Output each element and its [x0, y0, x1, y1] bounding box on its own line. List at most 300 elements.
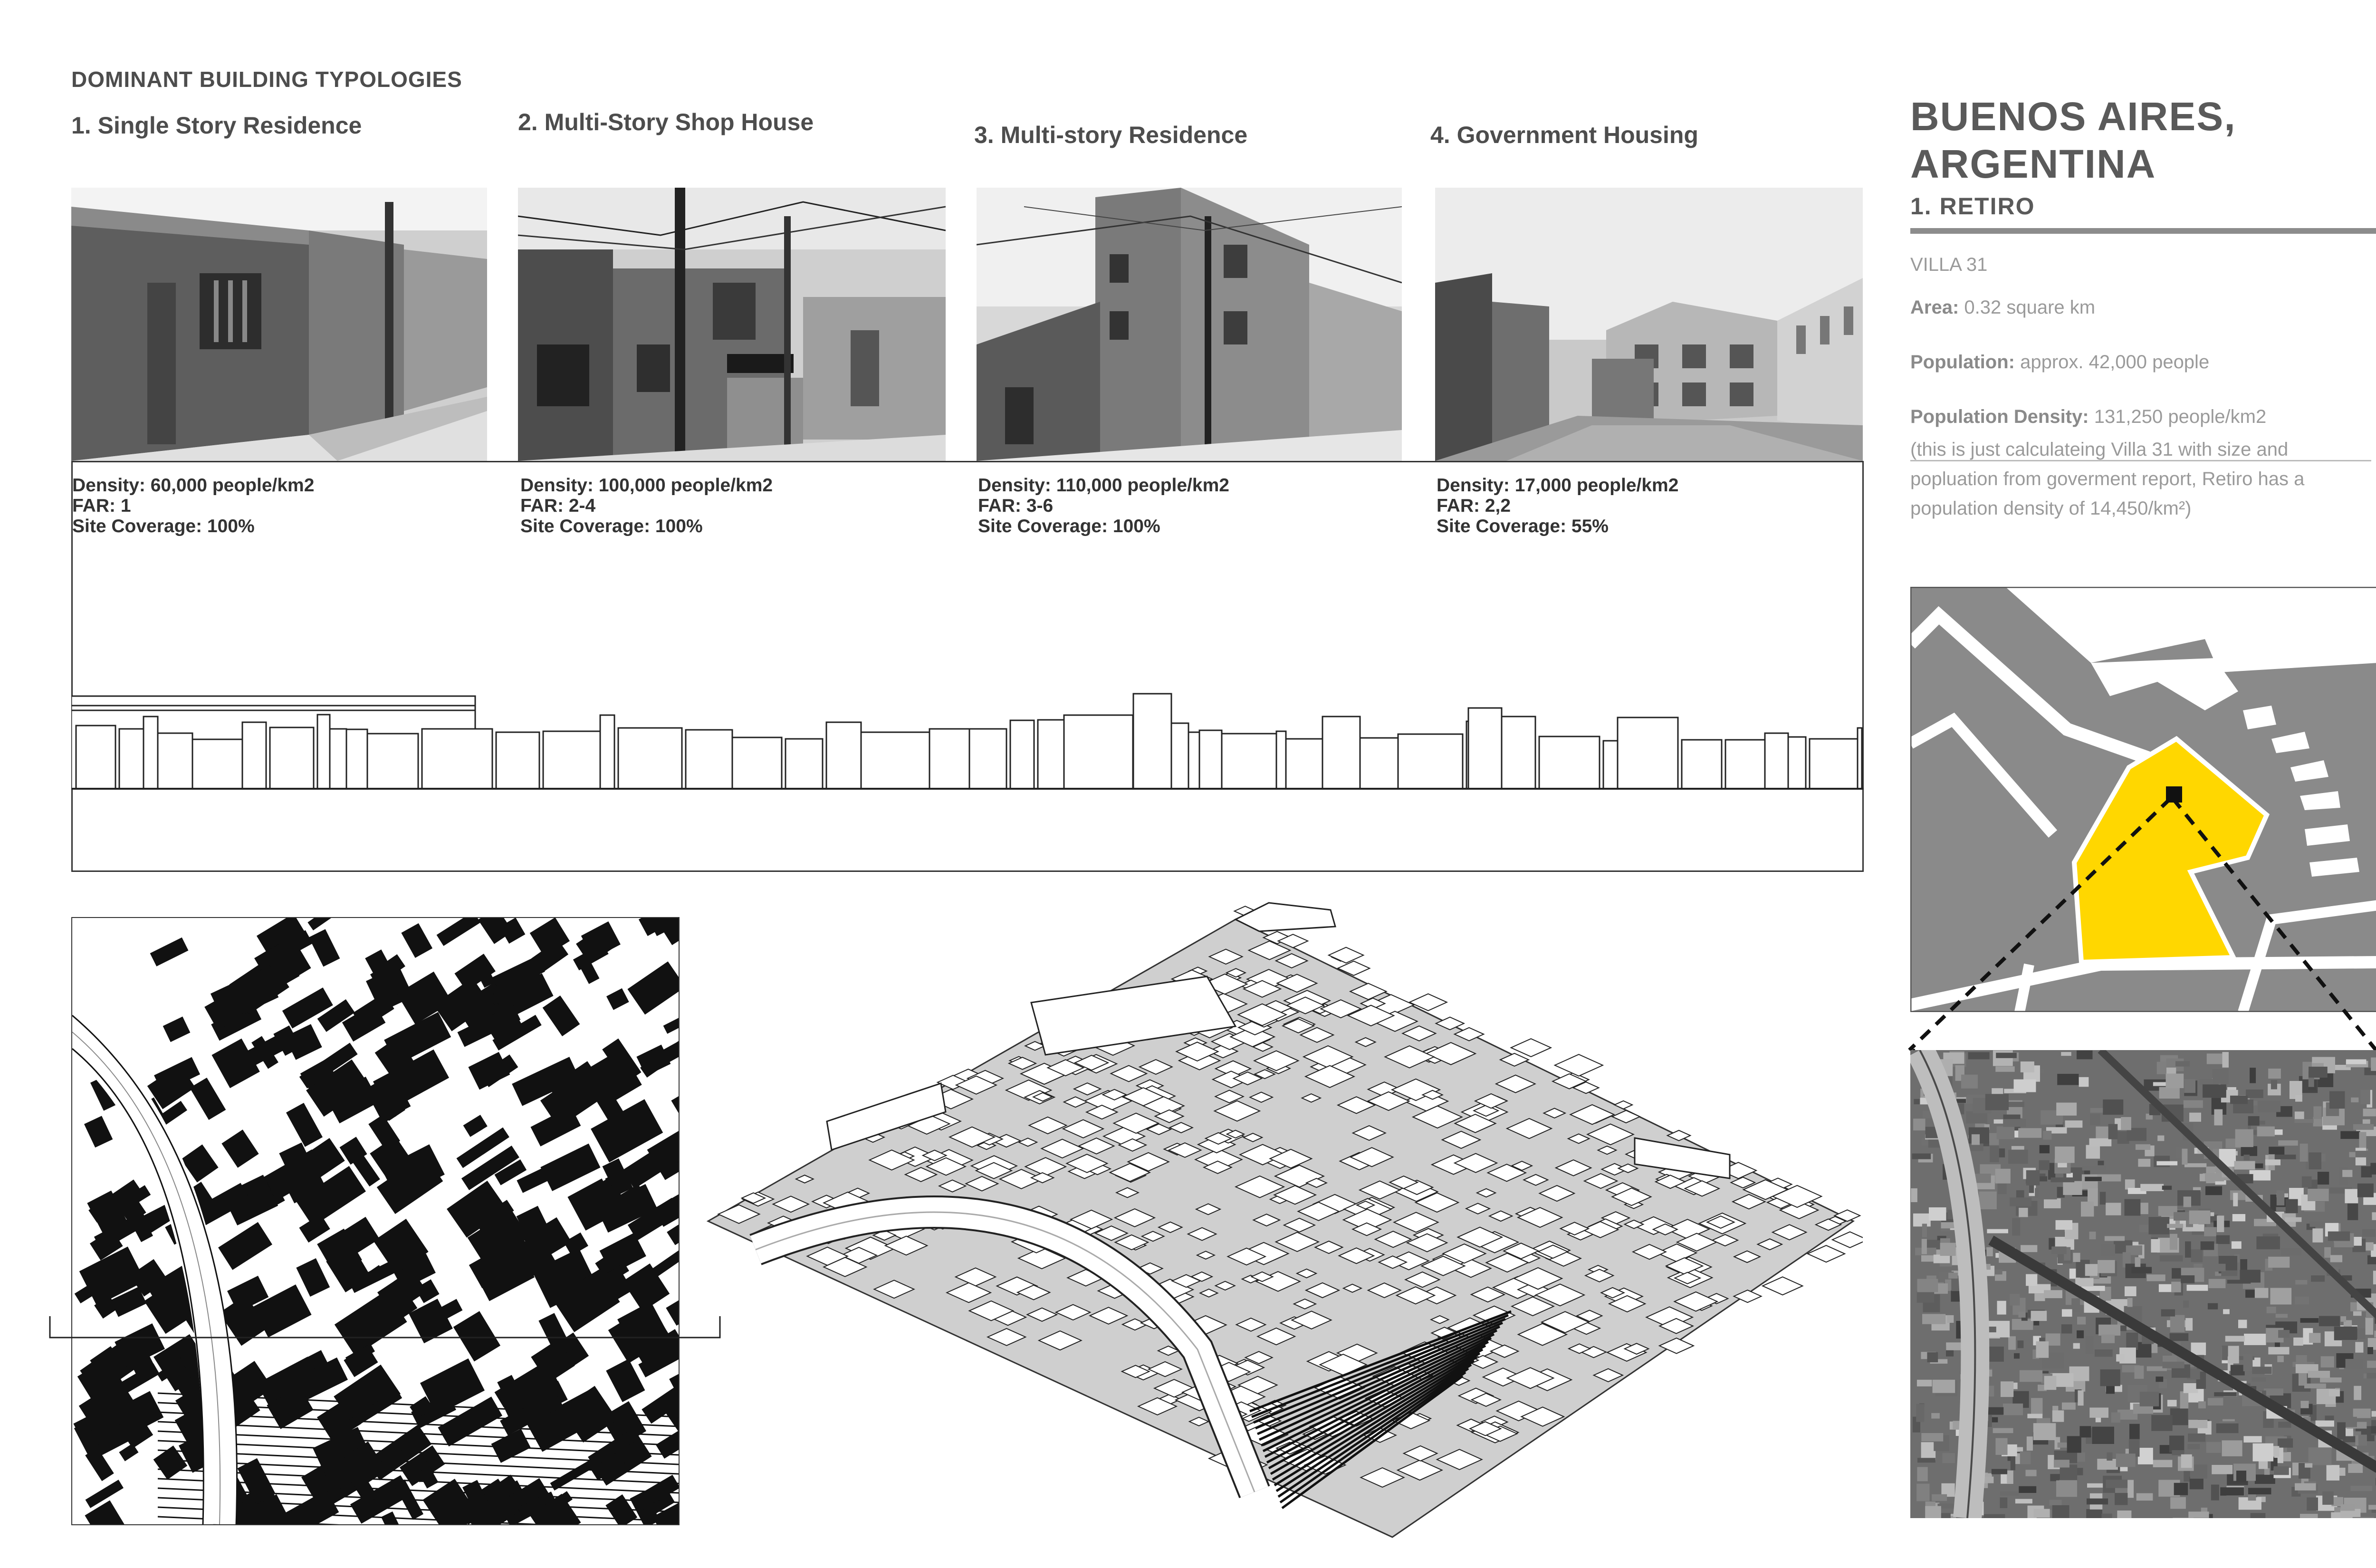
aerial-rooftop	[2151, 1343, 2158, 1353]
aerial-rooftop	[2307, 1497, 2318, 1511]
aerial-rooftop	[2341, 1316, 2347, 1322]
aerial-rooftop	[2257, 1127, 2275, 1137]
typology-density: Density: 110,000 people/km2	[978, 475, 1229, 496]
aerial-rooftop	[2285, 1217, 2301, 1222]
aerial-rooftop	[2054, 1460, 2069, 1467]
aerial-rooftop	[2300, 1318, 2319, 1323]
aerial-rooftop	[1987, 1229, 2008, 1233]
aerial-rooftop	[2027, 1414, 2042, 1418]
aerial-rooftop	[1922, 1239, 1927, 1254]
section-building	[861, 732, 929, 789]
aerial-rooftop	[2170, 1234, 2177, 1250]
aerial-rooftop	[2321, 1356, 2334, 1367]
section-building	[600, 715, 614, 789]
aerial-rooftop	[2090, 1114, 2100, 1125]
aerial-rooftop	[2362, 1229, 2376, 1237]
aerial-rooftop	[2115, 1493, 2127, 1505]
aerial-rooftop	[2050, 1177, 2074, 1182]
aerial-rooftop	[2329, 1091, 2345, 1109]
aerial-rooftop	[2092, 1427, 2114, 1444]
population-label: Population:	[1910, 352, 2015, 373]
note-line-2: popluation from goverment report, Retiro has a	[1910, 468, 2305, 489]
aerial-rooftop	[2209, 1279, 2226, 1288]
section-building	[1360, 738, 1398, 789]
aerial-rooftop	[2011, 1456, 2015, 1471]
section-building	[1064, 715, 1133, 789]
aerial-rooftop	[1934, 1254, 1950, 1263]
aerial-rooftop	[2055, 1147, 2075, 1163]
figure-ground-block	[150, 937, 189, 966]
section-building	[192, 739, 242, 789]
typology-density: Density: 60,000 people/km2	[72, 475, 315, 496]
aerial-rooftop	[2014, 1353, 2020, 1359]
density-note	[1910, 435, 2304, 523]
aerial-rooftop	[2102, 1513, 2112, 1518]
aerial-rooftop	[2183, 1300, 2189, 1308]
section-building	[1276, 731, 1286, 789]
aerial-rooftop	[2036, 1341, 2049, 1358]
aerial-rooftop	[1929, 1207, 1946, 1221]
aerial-rooftop	[2174, 1483, 2188, 1495]
aerial-rooftop	[2077, 1330, 2084, 1339]
city-title	[1910, 93, 2236, 188]
aerial-rooftop	[2151, 1415, 2172, 1431]
aerial-rooftop	[2056, 1481, 2077, 1497]
aerial-rooftop	[1917, 1380, 1932, 1386]
section-building	[1603, 741, 1618, 789]
aerial-rooftop	[2187, 1444, 2200, 1449]
aerial-rooftop	[1995, 1066, 2014, 1071]
population-info	[1910, 352, 2209, 373]
aerial-rooftop	[2204, 1227, 2216, 1236]
aerial-rooftop	[2281, 1248, 2301, 1255]
figure-ground-block	[296, 1258, 330, 1297]
aerial-rooftop	[2360, 1090, 2370, 1104]
section-building	[330, 729, 346, 789]
aerial-rooftop	[2184, 1383, 2198, 1393]
figure-ground-block	[211, 1039, 259, 1088]
section-building	[1618, 717, 1678, 789]
typology-far: FAR: 3-6	[978, 496, 1054, 516]
aerial-rooftop	[2000, 1497, 2007, 1508]
aerial-rooftop	[1992, 1469, 2007, 1474]
aerial-rooftop	[2157, 1136, 2164, 1141]
aerial-rooftop	[2175, 1061, 2190, 1066]
aerial-rooftop	[2235, 1129, 2253, 1147]
aerial-rooftop	[2363, 1119, 2370, 1124]
aerial-rooftop	[2309, 1447, 2332, 1465]
aerial-rooftop	[1996, 1053, 2017, 1058]
section-building	[1788, 737, 1806, 789]
aerial-rooftop	[2018, 1128, 2041, 1138]
aerial-rooftop	[2061, 1052, 2071, 1056]
section-building	[1188, 732, 1199, 789]
aerial-rooftop	[2264, 1468, 2270, 1475]
aerial-rooftop	[2086, 1336, 2093, 1354]
aerial-rooftop	[2012, 1218, 2020, 1236]
aerial-rooftop	[2181, 1454, 2192, 1468]
typology-title-2: 2. Multi-Story Shop House	[518, 109, 814, 135]
aerial-rooftop	[2371, 1426, 2376, 1434]
aerial-rooftop	[1997, 1126, 2015, 1139]
aerial-rooftop	[2300, 1514, 2318, 1518]
area-value: 0.32 square km	[1959, 297, 2096, 318]
aerial-rooftop	[1913, 1214, 1931, 1227]
axo-building	[1555, 1054, 1603, 1076]
aerial-rooftop	[2073, 1253, 2080, 1262]
aerial-rooftop	[2198, 1401, 2206, 1408]
aerial-rooftop	[2050, 1500, 2062, 1505]
aerial-rooftop	[2295, 1280, 2307, 1285]
aerial-rooftop	[2212, 1465, 2232, 1474]
aerial-rooftop	[2354, 1386, 2361, 1400]
aerial-rooftop	[1943, 1453, 1955, 1463]
aerial-rooftop	[2256, 1236, 2280, 1249]
aerial-rooftop	[2258, 1101, 2280, 1112]
aerial-rooftop	[2071, 1298, 2080, 1312]
aerial-rooftop	[2305, 1463, 2312, 1467]
aerial-rooftop	[2253, 1444, 2274, 1462]
aerial-rooftop	[2351, 1098, 2358, 1102]
figure-ground-plan	[72, 918, 679, 1524]
aerial-rooftop	[2188, 1434, 2205, 1442]
figure-ground-block	[299, 1214, 330, 1243]
aerial-rooftop	[2366, 1318, 2374, 1335]
aerial-rooftop	[2209, 1264, 2226, 1272]
aerial-rooftop	[2278, 1140, 2298, 1146]
figure-ground-block	[286, 1103, 323, 1147]
aerial-rooftop	[2347, 1204, 2358, 1220]
aerial-rooftop	[2019, 1486, 2036, 1493]
section-building	[1133, 694, 1171, 789]
figure-ground-block	[84, 1116, 113, 1147]
section-building	[71, 706, 475, 710]
aerial-rooftop	[2127, 1298, 2133, 1307]
aerial-rooftop	[2008, 1336, 2016, 1349]
aerial-rooftop	[2184, 1196, 2191, 1207]
aerial-rooftop	[2189, 1113, 2201, 1122]
figure-ground-block	[218, 1222, 272, 1270]
typology-density: Density: 100,000 people/km2	[520, 475, 773, 496]
aerial-rooftop	[2270, 1288, 2291, 1304]
aerial-rooftop	[2217, 1215, 2224, 1232]
aerial-rooftop	[2079, 1077, 2089, 1087]
aerial-rooftop	[2136, 1144, 2150, 1150]
aerial-rooftop	[2010, 1294, 2020, 1306]
aerial-rooftop	[2348, 1464, 2363, 1473]
area-label: Area:	[1910, 297, 1959, 318]
aerial-rooftop	[1947, 1315, 1954, 1323]
aerial-rooftop	[2121, 1117, 2131, 1130]
aerial-rooftop	[1948, 1273, 1958, 1279]
district-title: 1. RETIRO	[1910, 193, 2035, 220]
aerial-rooftop	[2019, 1208, 2028, 1217]
note-rule	[1910, 460, 2371, 461]
aerial-rooftop	[2340, 1131, 2360, 1139]
figure-ground-block	[309, 929, 340, 966]
aerial-rooftop	[2214, 1109, 2223, 1126]
aerial-rooftop	[2255, 1288, 2269, 1298]
typology-coverage: Site Coverage: 100%	[520, 516, 703, 536]
aerial-rooftop	[2138, 1159, 2150, 1167]
aerial-rooftop	[1927, 1352, 1938, 1362]
aerial-rooftop	[2319, 1316, 2340, 1327]
aerial-rooftop	[2065, 1120, 2083, 1128]
aerial-rooftop	[2136, 1493, 2153, 1501]
figure-ground-block	[163, 1016, 191, 1042]
aerial-rooftop	[2241, 1146, 2257, 1156]
aerial-rooftop	[2000, 1492, 2019, 1496]
aerial-rooftop	[1985, 1094, 2009, 1110]
figure-ground-block	[401, 923, 432, 958]
aerial-rooftop	[2268, 1257, 2290, 1268]
figure-ground-block	[627, 961, 679, 1014]
figure-ground-block	[468, 1052, 510, 1090]
aerial-rooftop	[2020, 1370, 2042, 1382]
aerial-rooftop	[2328, 1232, 2350, 1241]
aerial-rooftop	[2171, 1281, 2181, 1292]
axo-building	[1832, 1232, 1863, 1247]
aerial-rooftop	[2368, 1505, 2376, 1510]
aerial-rooftop	[2031, 1398, 2042, 1415]
aerial-rooftop	[2010, 1197, 2031, 1206]
aerial-rooftop	[2180, 1391, 2189, 1408]
aerial-rooftop	[2278, 1438, 2293, 1447]
street-section-elevation	[71, 684, 1864, 798]
aerial-rooftop	[2264, 1388, 2283, 1396]
aerial-rooftop	[2106, 1203, 2121, 1215]
aerial-rooftop	[2374, 1331, 2376, 1338]
aerial-rooftop	[2015, 1499, 2032, 1504]
aerial-rooftop	[2017, 1340, 2023, 1348]
typology-title-1: 1. Single Story Residence	[71, 112, 362, 139]
aerial-rooftop	[2095, 1349, 2113, 1357]
aerial-rooftop	[2116, 1453, 2136, 1467]
aerial-rooftop	[2188, 1511, 2209, 1518]
aerial-rooftop	[2063, 1181, 2082, 1195]
aerial-rooftop	[2081, 1202, 2094, 1217]
aerial-rooftop	[2222, 1052, 2229, 1068]
aerial-rooftop	[2163, 1362, 2184, 1368]
section-building	[1038, 720, 1064, 789]
aerial-rooftop	[2243, 1353, 2253, 1371]
aerial-rooftop	[1925, 1506, 1941, 1518]
aerial-rooftop	[2251, 1513, 2266, 1518]
section-building	[270, 727, 314, 789]
aerial-rooftop	[2216, 1424, 2239, 1433]
aerial-rooftop	[2346, 1059, 2366, 1064]
aerial-rooftop	[1995, 1169, 2011, 1184]
figure-ground-block	[543, 995, 580, 1036]
aerial-rooftop	[2082, 1165, 2106, 1170]
aerial-rooftop	[2353, 1517, 2374, 1518]
aerial-rooftop	[2275, 1155, 2296, 1159]
aerial-rooftop	[2308, 1189, 2329, 1201]
aerial-rooftop	[2003, 1404, 2023, 1415]
aerial-rooftop	[2125, 1199, 2141, 1216]
aerial-rooftop	[2043, 1131, 2051, 1140]
figure-ground-block	[656, 1423, 679, 1459]
aerial-rooftop	[2181, 1275, 2194, 1283]
aerial-rooftop	[2107, 1453, 2112, 1461]
aerial-rooftop	[2126, 1333, 2138, 1350]
photo-single-story-residence	[71, 188, 487, 461]
figure-ground-block	[221, 1129, 259, 1168]
aerial-rooftop	[2200, 1174, 2205, 1181]
typology-far: FAR: 2,2	[1437, 496, 1511, 516]
aerial-rooftop	[1916, 1404, 1924, 1422]
section-building	[1725, 740, 1765, 789]
figure-ground-block	[463, 1115, 488, 1137]
aerial-rooftop	[1917, 1467, 1927, 1481]
aerial-rooftop	[2267, 1307, 2276, 1313]
aerial-rooftop	[2274, 1466, 2289, 1475]
aerial-rooftop	[2156, 1377, 2163, 1382]
aerial-rooftop	[2170, 1408, 2188, 1425]
aerial-rooftop	[2222, 1440, 2242, 1456]
aerial-rooftop	[2353, 1311, 2362, 1316]
typology-title-3: 3. Multi-story Residence	[974, 122, 1248, 148]
aerial-rooftop	[2135, 1366, 2144, 1379]
aerial-rooftop	[2106, 1480, 2127, 1488]
aerial-rooftop	[2156, 1161, 2177, 1166]
aerial-rooftop	[1966, 1111, 1987, 1124]
aerial-rooftop	[2271, 1080, 2277, 1089]
section-building	[1010, 720, 1034, 789]
zoom-dashed-lines	[1906, 798, 2376, 1055]
aerial-rooftop	[2232, 1214, 2245, 1221]
typology-coverage: Site Coverage: 55%	[1437, 516, 1609, 536]
aerial-rooftop	[2052, 1505, 2069, 1518]
aerial-rooftop	[2252, 1367, 2271, 1374]
aerial-rooftop	[1997, 1301, 2006, 1315]
area-info	[1910, 297, 2095, 318]
section-cut-line	[48, 1316, 722, 1345]
aerial-rooftop	[2026, 1274, 2037, 1286]
aerial-rooftop	[2327, 1465, 2340, 1481]
density-label: Population Density:	[1910, 406, 2089, 427]
aerial-rooftop	[1940, 1243, 1956, 1256]
aerial-rooftop	[2265, 1159, 2280, 1165]
aerial-rooftop	[2044, 1376, 2057, 1390]
aerial-rooftop	[2325, 1415, 2334, 1421]
aerial-rooftop	[2356, 1151, 2370, 1157]
section-building	[543, 731, 600, 789]
population-value: approx. 42,000 people	[2014, 352, 2210, 373]
aerial-rooftop	[2311, 1275, 2325, 1281]
section-building	[242, 722, 266, 789]
aerial-rooftop	[2248, 1116, 2260, 1126]
aerial-rooftop	[2085, 1264, 2098, 1276]
aerial-rooftop	[1914, 1099, 1919, 1104]
aerial-rooftop	[2365, 1242, 2373, 1250]
aerial-rooftop	[2140, 1184, 2164, 1191]
section-building	[158, 733, 192, 789]
aerial-rooftop	[2184, 1163, 2206, 1167]
aerial-rooftop	[2367, 1347, 2373, 1354]
aerial-rooftop	[1999, 1148, 2005, 1157]
aerial-rooftop	[2062, 1403, 2076, 1410]
aerial-rooftop	[2322, 1492, 2334, 1505]
note-line-3: population density of 14,450/km²)	[1910, 498, 2192, 519]
aerial-rooftop	[2208, 1303, 2218, 1310]
typology-coverage: Site Coverage: 100%	[978, 516, 1160, 536]
aerial-rooftop	[2225, 1336, 2245, 1341]
aerial-rooftop	[2111, 1413, 2120, 1423]
aerial-rooftop	[2085, 1177, 2101, 1181]
aerial-rooftop	[2353, 1124, 2374, 1130]
aerial-rooftop	[2359, 1132, 2366, 1148]
aerial-rooftop	[2244, 1334, 2266, 1345]
aerial-rooftop	[2086, 1145, 2100, 1159]
aerial-rooftop	[2159, 1087, 2180, 1099]
aerial-rooftop	[2337, 1422, 2346, 1439]
aerial-rooftop	[2353, 1408, 2371, 1418]
section-building	[786, 739, 823, 789]
typology-density: Density: 17,000 people/km2	[1437, 475, 1679, 496]
aerial-rooftop	[2276, 1207, 2286, 1211]
aerial-rooftop	[2027, 1436, 2033, 1451]
section-building	[1286, 739, 1322, 789]
aerial-rooftop	[2252, 1377, 2266, 1382]
aerial-rooftop	[1931, 1413, 1940, 1419]
aerial-rooftop	[2051, 1246, 2066, 1254]
aerial-rooftop	[2304, 1384, 2326, 1388]
aerial-rooftop	[2295, 1297, 2309, 1305]
aerial-rooftop	[2248, 1488, 2271, 1494]
aerial-rooftop	[1993, 1428, 2013, 1433]
section-building	[317, 715, 330, 789]
aerial-rooftop	[2189, 1211, 2210, 1224]
aerial-rooftop	[2125, 1286, 2136, 1296]
aerial-rooftop	[1917, 1458, 1935, 1463]
aerial-rooftop	[2300, 1144, 2308, 1162]
figure-ground-block	[307, 918, 331, 930]
aerial-photo	[1910, 1050, 2376, 1518]
aerial-rooftop	[2255, 1474, 2275, 1484]
aerial-rooftop	[2286, 1199, 2298, 1214]
aerial-rooftop	[2020, 1451, 2031, 1464]
section-building	[422, 729, 492, 789]
aerial-rooftop	[2214, 1392, 2236, 1396]
figure-ground-block	[85, 1447, 114, 1481]
aerial-rooftop	[2278, 1330, 2290, 1338]
aerial-rooftop	[1922, 1224, 1927, 1237]
aerial-rooftop	[2100, 1192, 2106, 1205]
aerial-rooftop	[2157, 1062, 2166, 1074]
figure-ground-block	[671, 1080, 679, 1128]
aerial-rooftop	[2370, 1163, 2376, 1174]
aerial-rooftop	[2309, 1152, 2321, 1169]
aerial-rooftop	[2089, 1232, 2096, 1239]
aerial-rooftop	[2008, 1150, 2028, 1164]
aerial-rooftop	[2302, 1176, 2312, 1187]
aerial-rooftop	[2228, 1346, 2239, 1363]
aerial-rooftop	[2034, 1293, 2045, 1301]
aerial-rooftop	[2077, 1051, 2092, 1060]
aerial-rooftop	[2329, 1389, 2340, 1396]
aerial-rooftop	[2308, 1371, 2330, 1378]
city-line-1: BUENOS AIRES,	[1910, 94, 2236, 139]
aerial-rooftop	[2318, 1172, 2329, 1185]
aerial-rooftop	[1921, 1442, 1936, 1460]
section-building	[1858, 728, 1862, 789]
aerial-rooftop	[2269, 1147, 2284, 1155]
aerial-rooftop	[1922, 1314, 1945, 1324]
aerial-rooftop	[2312, 1228, 2323, 1243]
aerial-rooftop	[2025, 1470, 2036, 1476]
aerial-rooftop	[2268, 1347, 2289, 1355]
